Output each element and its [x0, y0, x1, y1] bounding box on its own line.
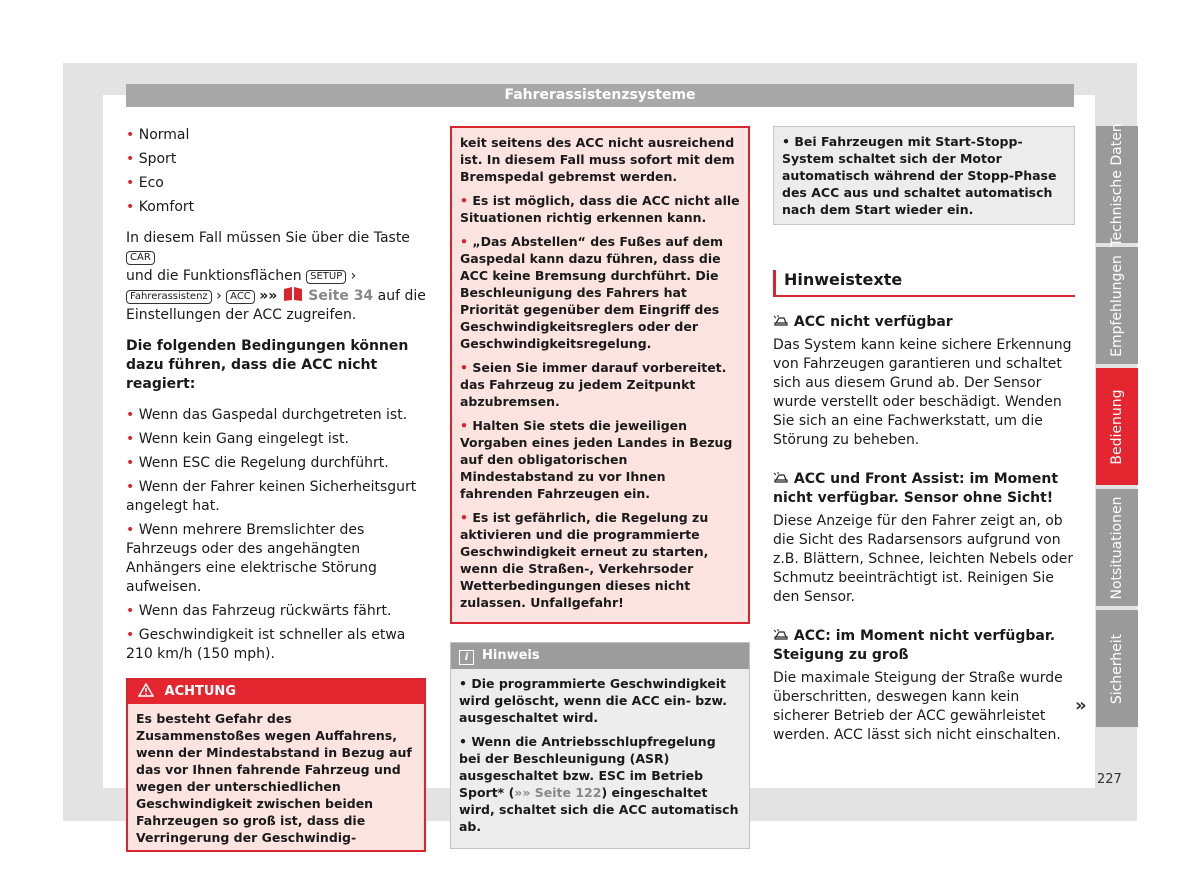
tab-bedienung[interactable]: Bedienung — [1096, 368, 1138, 485]
section-heading: Hinweistexte — [773, 270, 1075, 297]
acc-key: ACC — [226, 290, 255, 304]
startstop-note: • Bei Fahrzeugen mit Start-Stopp-System schaltet sich der Motor automatisch während der Stopp-Phase des ACC aus und schaltet automatisch nach dem Start wieder ein. — [773, 126, 1075, 225]
list-item: • Komfort — [126, 199, 195, 215]
page-number: 227 — [1097, 772, 1122, 787]
warning-item: • Es ist gefährlich, die Regelung zu aktivieren und die programmierte Geschwindigkeit erneut zu starten, wenn die Straßen-, Verkehrsoder Wetterbedingungen dieses nicht zulassen. Unfallgefahr! — [460, 510, 709, 610]
warning-item: • Es ist möglich, dass die ACC nicht alle Situationen richtig erkennen kann. — [460, 193, 740, 225]
note-header: i Hinweis — [451, 643, 749, 669]
list-item: • Normal — [126, 127, 190, 143]
list-item: • Wenn der Fahrer keinen Sicherheitsgurt angelegt hat. — [126, 479, 417, 514]
column-right — [773, 126, 1075, 745]
car-key-icon: CAR — [126, 251, 155, 265]
list-item: • Eco — [126, 175, 164, 191]
instruction-paragraph: In diesem Fall müssen Sie über die Taste CAR und die Funktionsflächen SETUP › Fahrerassistenz › ACC »» Seite 34 auf die Einstellungen der ACC zugreifen. — [126, 230, 426, 323]
note-item: • Die programmierte Geschwindigkeit wird gelöscht, wenn die ACC ein- bzw. ausgeschaltet wird. — [459, 676, 727, 725]
warning-item: • Seien Sie immer darauf vorbereitet. das Fahrzeug zu jedem Zeitpunkt abzubremsen. — [460, 360, 727, 409]
note-box — [450, 642, 750, 849]
message-text: Diese Anzeige für den Fahrer zeigt an, ob die Sicht des Radarsensors aufgrund von z.B. Blättern, Schnee, leichten Nebels oder Schmutz beeinträchtigt ist. Reinigen Sie den Sensor. — [773, 513, 1074, 605]
message-title: ACC: im Moment nicht verfügbar. Steigung zu groß — [773, 628, 1056, 663]
warning-text: Es besteht Gefahr des Zusammenstoßes wegen Auffahrens, wenn der Mindestabstand in Bezug auf das vor Ihnen fahrende Fahrzeug und wegen der unterschiedlichen Geschwindigkeit zwischen beiden Fahrzeugen so groß ist, dass die Verringerung der Geschwindig- — [128, 704, 424, 850]
fahrerassistenz-key: Fahrerassistenz — [126, 290, 212, 304]
list-item: • Wenn ESC die Regelung durchführt. — [126, 455, 389, 471]
message-text: Die maximale Steigung der Straße wurde überschritten, deswegen kann kein sicherer Betrieb der ACC gewährleistet werden. ACC lässt sich nicht einschalten. — [773, 670, 1063, 743]
column-middle — [450, 126, 750, 849]
page-title: Fahrerassistenzsysteme — [126, 84, 1074, 107]
list-item: • Wenn das Gaspedal durchgetreten ist. — [126, 407, 408, 423]
warning-item: • „Das Abstellen“ des Fußes auf dem Gaspedal kann dazu führen, dass die ACC keine Bremsung durchführt. Die Beschleunigung des Fahrers hat Priorität gegenüber dem Eingriff des Geschwindigkeitsreglers oder der Geschwindigkeitsregelung. — [460, 234, 724, 351]
column-left — [126, 126, 426, 852]
message-title: ACC nicht verfügbar — [773, 313, 1075, 332]
tab-technische-daten[interactable]: Technische Daten — [1096, 126, 1138, 243]
info-icon: i — [459, 650, 474, 665]
warning-box — [126, 678, 426, 852]
list-item: • Wenn kein Gang eingelegt ist. — [126, 431, 349, 447]
setup-key: SETUP — [306, 270, 346, 284]
message-title: ACC und Front Assist: im Moment nicht verfügbar. Sensor ohne Sicht! — [773, 471, 1059, 506]
warning-header: ACHTUNG — [128, 680, 424, 704]
message-text: Das System kann keine sichere Erkennung von Fahrzeugen garantieren und schaltet sich aus diesem Grund ab. Der Sensor wurde verstellt oder beschädigt. Wenden Sie sich an eine Fachwerkstatt, um die Störung zu beheben. — [773, 337, 1072, 448]
book-icon — [282, 286, 304, 302]
page-ref-link[interactable]: Seite 34 — [308, 288, 374, 304]
list-item: • Geschwindigkeit ist schneller als etwa 210 km/h (150 mph). — [126, 627, 406, 662]
list-item: • Wenn das Fahrzeug rückwärts fährt. — [126, 603, 392, 619]
tab-empfehlungen[interactable]: Empfehlungen — [1096, 247, 1138, 364]
warning-triangle-icon — [138, 683, 154, 697]
page-ref-link[interactable]: »» Seite 122 — [514, 785, 602, 800]
acc-warning-icon — [773, 471, 789, 485]
warning-item: • Halten Sie stets die jeweiligen Vorgaben eines jeden Landes in Bezug auf den obligatorischen Mindestabstand zu vor Ihnen fahrenden Fahrzeugen ein. — [460, 418, 733, 501]
tab-sicherheit[interactable]: Sicherheit — [1096, 610, 1138, 727]
acc-warning-icon — [773, 314, 789, 328]
list-item: • Sport — [126, 151, 177, 167]
note-item: • Wenn die Antriebsschlupfregelung bei der Beschleunigung (ASR) ausgeschaltet bzw. ESC im Betrieb Sport* (»» Seite 122) eingeschaltet wird, schaltet sich die ACC automatisch ab. — [459, 734, 739, 834]
continue-arrow-icon: » — [1075, 695, 1087, 716]
acc-warning-icon — [773, 628, 789, 642]
warning-box-continued: keit seitens des ACC nicht ausreichend ist. In diesem Fall muss sofort mit dem Bremspedal gebremst werden. • Es ist möglich, dass die ACC nicht alle Situationen richtig erkennen kann. • „Das Abstellen“ des Fußes auf dem Gaspedal kann dazu führen, dass die ACC keine Bremsung durchführt. Die Beschleunigung des Fahrers hat Priorität gegenüber dem Eingriff des Geschwindigkeitsreglers oder der Geschwindigkeitsregelung. • Seien Sie immer darauf vorbereitet. das Fahrzeug zu jedem Zeitpunkt abzubremsen. • Halten Sie stets die jeweiligen Vorgaben eines jeden Landes in Bezug auf den obligatorischen Mindestabstand zu vor Ihnen fahrenden Fahrzeugen ein. • Es ist gefährlich, die Regelung zu aktivieren und die programmierte Geschwindigkeit erneut zu starten, wenn die Straßen-, Verkehrsoder Wetterbedingungen dieses nicht zulassen. Unfallgefahr! — [450, 126, 750, 624]
tab-notsituationen[interactable]: Notsituationen — [1096, 489, 1138, 606]
conditions-heading: Die folgenden Bedingungen können dazu führen, dass die ACC nicht reagiert: — [126, 338, 409, 392]
list-item: • Wenn mehrere Bremslichter des Fahrzeugs oder des angehängten Anhängers eine elektrische Störung aufweisen. — [126, 522, 377, 595]
